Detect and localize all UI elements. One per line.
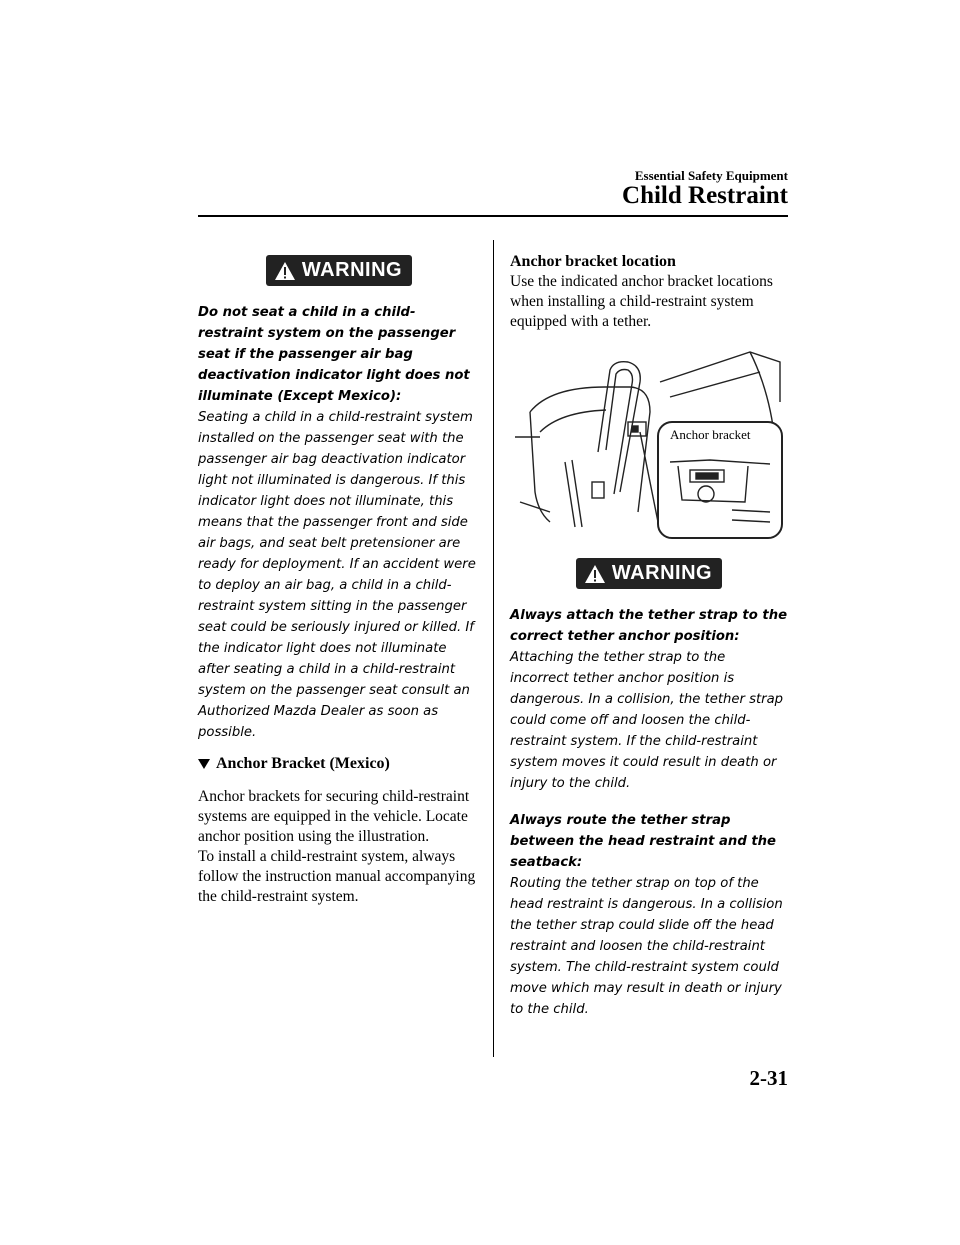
- warning-label: WARNING: [611, 562, 713, 584]
- warning-badge: [266, 255, 412, 286]
- warning-lead: Do not seat a child in a child-restraint system on the passenger seat if the passenger air bag deactivation indicator light does not illuminate (Except Mexico):: [198, 305, 470, 404]
- paragraph: Use the indicated anchor bracket locations when installing a child-restraint system equipped with a tether.: [510, 273, 773, 330]
- warning-lead: Always attach the tether strap to the correct tether anchor position:: [510, 608, 788, 644]
- paragraph: Anchor brackets for securing child-restraint systems are equipped in the vehicle. Locate anchor position using the illustration.: [198, 788, 470, 845]
- warning-triangle-icon: [274, 261, 296, 281]
- page-number: 2-31: [749, 1066, 788, 1090]
- warning-body: [198, 302, 480, 743]
- warning-header: [510, 558, 788, 589]
- warning-badge: [576, 558, 722, 589]
- section-name: Essential Safety Equipment: [634, 168, 788, 183]
- section-heading: Anchor bracket location: [510, 253, 676, 270]
- column-divider: [493, 240, 494, 1057]
- warning-item: [510, 810, 788, 1020]
- warning-lead: Always route the tether strap between the head restraint and the seatback:: [510, 813, 776, 870]
- subheading: [198, 755, 480, 773]
- warning-text: Routing the tether strap on top of the head restraint is dangerous. In a collision the tether strap could slide off the head restraint and loosen the child-restraint system. The child-restraint system could move which may result in death or injury to the child.: [510, 876, 783, 1017]
- header-rule: [198, 215, 788, 217]
- warning-text: Seating a child in a child-restraint system installed on the passenger seat with the passenger air bag deactivation indicator light not illuminated is dangerous. If this indicator light does not illuminate, this means that the passenger front and side air bags, and seat belt pretensioner are ready for deployment. If an accident were to deploy an air bag, a child in a child-restraint system sitting in the passenger seat could be seriously injured or killed. If the indicator light does not illuminate after seating a child in a child-restraint system on the passenger seat consult an Authorized Mazda Dealer as soon as possible.: [198, 410, 476, 740]
- warning-header: [198, 255, 480, 286]
- anchor-bracket-illustration: [510, 342, 786, 542]
- chapter-title: Child Restraint: [622, 182, 788, 209]
- warning-triangle-icon: [584, 564, 606, 584]
- warning-text: Attaching the tether strap to the incorrect tether anchor position is dangerous. In a collision, the tether strap could come off and loosen the child-restraint system. If the child-restraint system moves it could result in death or injury to the child.: [510, 650, 784, 791]
- warning-item: [510, 605, 788, 794]
- paragraph: To install a child-restraint system, always follow the instruction manual accompanying the child-restraint system.: [198, 848, 476, 905]
- figure-callout-label: Anchor bracket: [670, 427, 751, 442]
- warning-label: WARNING: [301, 259, 403, 281]
- left-column: [198, 255, 480, 907]
- right-column: [510, 252, 788, 1020]
- subheading-text: Anchor Bracket (Mexico): [216, 755, 390, 772]
- section-marker-icon: [198, 759, 210, 769]
